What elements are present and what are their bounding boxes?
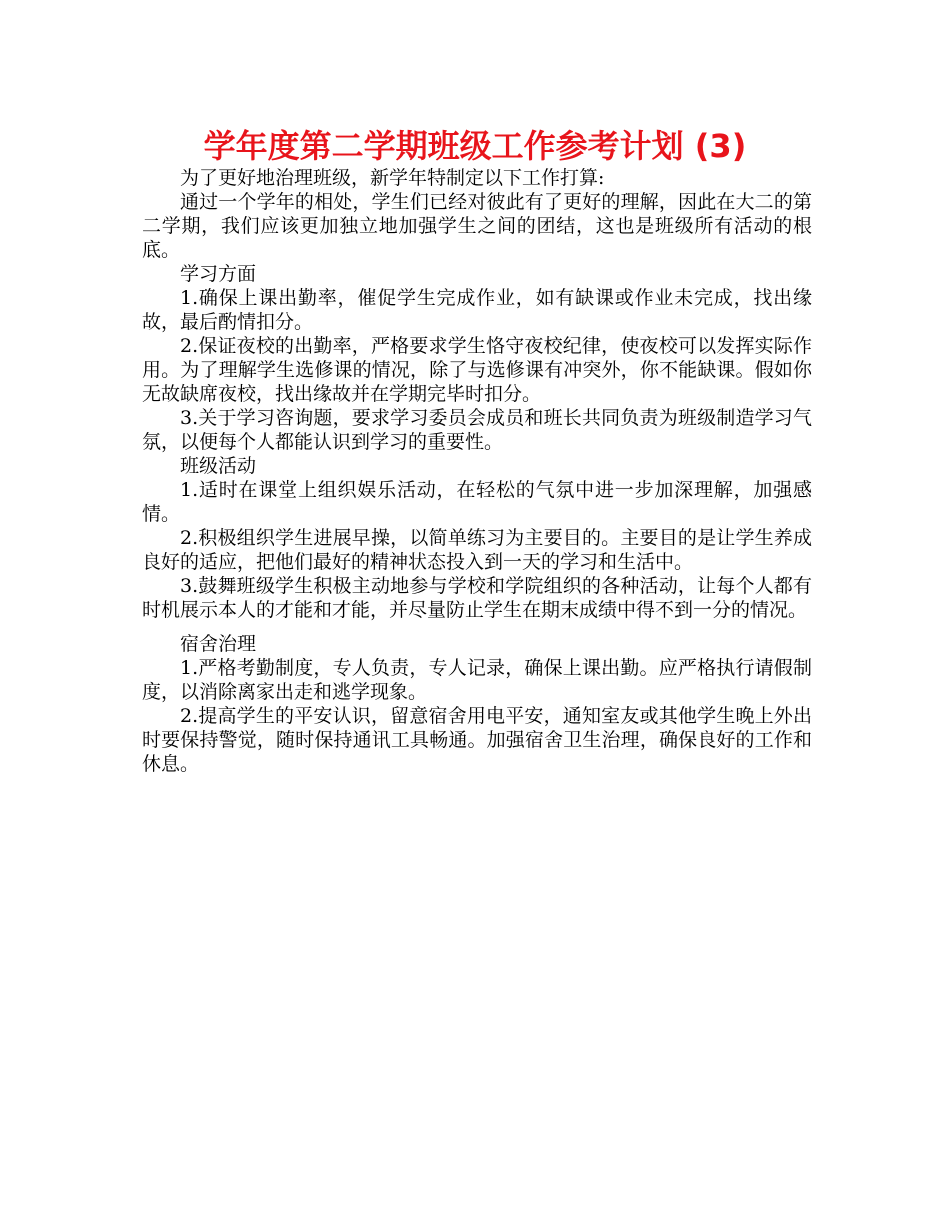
study-item-3: 3.关于学习咨询题，要求学习委员会成员和班长共同负责为班级制造学习气氛，以便每个人都能认识到学习的重要性。 [142,407,812,453]
activities-item-3: 3.鼓舞班级学生积极主动地参与学校和学院组织的各种活动，让每个人都有时机展示本人的才能和才能，并尽量防止学生在期末成绩中得不到一分的情况。 [142,575,812,621]
section-gap [142,622,812,632]
section-heading-study: 学习方面 [180,263,257,285]
dormitory-item-2: 2.提高学生的平安认识，留意宿舍用电平安，通知室友或其他学生晚上外出时要保持警觉，随时保持通讯工具畅通。加强宿舍卫生治理，确保良好的工作和休息。 [142,705,812,775]
section-heading-activities: 班级活动 [180,455,257,477]
intro-paragraph: 为了更好地治理班级，新学年特制定以下工作打算: [180,167,605,189]
study-item-1: 1.确保上课出勤率，催促学生完成作业，如有缺课或作业未完成，找出缘故，最后酌情扣分。 [142,287,812,333]
activities-item-1: 1.适时在课堂上组织娱乐活动，在轻松的气氛中进一步加深理解，加强感情。 [142,479,812,525]
background-paragraph: 通过一个学年的相处，学生们已经对彼此有了更好的理解，因此在大二的第二学期，我们应该更加独立地加强学生之间的团结，这也是班级所有活动的根底。 [142,191,812,261]
section-heading-dormitory: 宿舍治理 [180,633,257,655]
activities-item-2: 2.积极组织学生进展早操，以简单练习为主要目的。主要目的是让学生养成良好的适应，把他们最好的精神状态投入到一天的学习和生活中。 [142,527,812,573]
document-title: 学年度第二学期班级工作参考计划 (3) [203,127,747,165]
study-item-2: 2.保证夜校的出勤率，严格要求学生恪守夜校纪律，使夜校可以发挥实际作用。为了理解学生选修课的情况，除了与选修课有冲突外，你不能缺课。假如你无故缺席夜校，找出缘故并在学期完毕时扣分。 [142,335,812,405]
dormitory-item-1: 1.严格考勤制度，专人负责，专人记录，确保上课出勤。应严格执行请假制度，以消除离家出走和逃学现象。 [142,657,812,703]
document-body [142,166,812,776]
